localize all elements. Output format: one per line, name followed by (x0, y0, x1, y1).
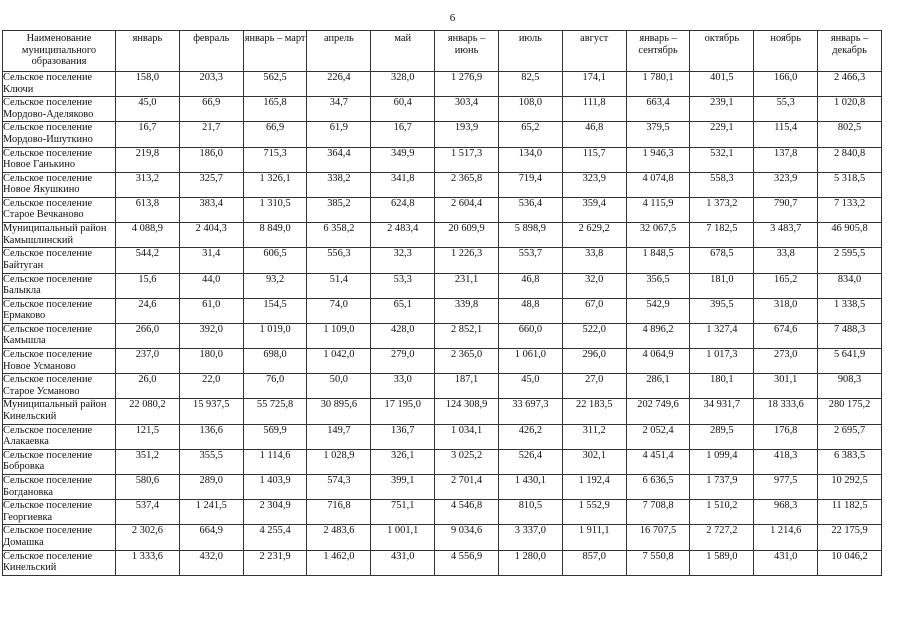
value-cell: 2 840,8 (818, 147, 882, 172)
value-cell: 908,3 (818, 374, 882, 399)
value-cell: 17 195,0 (371, 399, 435, 424)
value-cell: 137,8 (754, 147, 818, 172)
value-cell: 2 404,3 (179, 223, 243, 248)
value-cell: 51,4 (307, 273, 371, 298)
row-name-cell: Сельское поселение Мордово-Ишуткино (3, 122, 116, 147)
row-name-cell: Сельское поселение Балыкла (3, 273, 116, 298)
value-cell: 364,4 (307, 147, 371, 172)
value-cell: 3 483,7 (754, 223, 818, 248)
column-header: июль (498, 31, 562, 72)
value-cell: 136,6 (179, 424, 243, 449)
value-cell: 428,0 (371, 323, 435, 348)
value-cell: 33,8 (754, 248, 818, 273)
table-row (3, 172, 882, 197)
value-cell: 698,0 (243, 349, 307, 374)
value-cell: 15 937,5 (179, 399, 243, 424)
row-name-cell: Сельское поселение Старое Усманово (3, 374, 116, 399)
value-cell: 664,9 (179, 525, 243, 550)
value-cell: 5 318,5 (818, 172, 882, 197)
value-cell: 1 001,1 (371, 525, 435, 550)
table-row (3, 424, 882, 449)
data-table (2, 30, 882, 576)
value-cell: 1 114,6 (243, 449, 307, 474)
value-cell: 1 326,1 (243, 172, 307, 197)
value-cell: 790,7 (754, 197, 818, 222)
value-cell: 326,1 (371, 449, 435, 474)
table-row (3, 197, 882, 222)
value-cell: 968,3 (754, 500, 818, 525)
value-cell: 22 175,9 (818, 525, 882, 550)
value-cell: 385,2 (307, 197, 371, 222)
value-cell: 2 595,5 (818, 248, 882, 273)
value-cell: 678,5 (690, 248, 754, 273)
value-cell: 810,5 (498, 500, 562, 525)
value-cell: 1 214,6 (754, 525, 818, 550)
table-row (3, 147, 882, 172)
value-cell: 61,0 (179, 298, 243, 323)
value-cell: 719,4 (498, 172, 562, 197)
value-cell: 22 080,2 (116, 399, 180, 424)
value-cell: 30 895,6 (307, 399, 371, 424)
value-cell: 1 109,0 (307, 323, 371, 348)
value-cell: 323,9 (562, 172, 626, 197)
value-cell: 32,0 (562, 273, 626, 298)
value-cell: 44,0 (179, 273, 243, 298)
value-cell: 660,0 (498, 323, 562, 348)
table-row (3, 349, 882, 374)
value-cell: 55,3 (754, 97, 818, 122)
value-cell: 562,5 (243, 72, 307, 97)
value-cell: 108,0 (498, 97, 562, 122)
value-cell: 522,0 (562, 323, 626, 348)
value-cell: 977,5 (754, 475, 818, 500)
value-cell: 542,9 (626, 298, 690, 323)
row-name-cell: Сельское поселение Богдановка (3, 475, 116, 500)
page-number: 6 (449, 12, 456, 24)
value-cell: 82,5 (498, 72, 562, 97)
value-cell: 580,6 (116, 475, 180, 500)
value-cell: 66,9 (179, 97, 243, 122)
value-cell: 1 552,9 (562, 500, 626, 525)
value-cell: 1 338,5 (818, 298, 882, 323)
value-cell: 55 725,8 (243, 399, 307, 424)
value-cell: 2 231,9 (243, 550, 307, 575)
column-header: январь – декабрь (818, 31, 882, 72)
value-cell: 537,4 (116, 500, 180, 525)
table-row (3, 500, 882, 525)
value-cell: 4 896,2 (626, 323, 690, 348)
value-cell: 289,5 (690, 424, 754, 449)
value-cell: 27,0 (562, 374, 626, 399)
row-name-cell: Сельское поселение Кинельский (3, 550, 116, 575)
table-header-row (3, 31, 882, 72)
value-cell: 1 061,0 (498, 349, 562, 374)
value-cell: 10 292,5 (818, 475, 882, 500)
value-cell: 32,3 (371, 248, 435, 273)
value-cell: 674,6 (754, 323, 818, 348)
value-cell: 45,0 (498, 374, 562, 399)
value-cell: 18 333,6 (754, 399, 818, 424)
value-cell: 2 483,4 (371, 223, 435, 248)
value-cell: 21,7 (179, 122, 243, 147)
value-cell: 1 462,0 (307, 550, 371, 575)
value-cell: 313,2 (116, 172, 180, 197)
value-cell: 834,0 (818, 273, 882, 298)
value-cell: 303,4 (435, 97, 499, 122)
value-cell: 7 488,3 (818, 323, 882, 348)
row-name-cell: Сельское поселение Домашка (3, 525, 116, 550)
value-cell: 1 333,6 (116, 550, 180, 575)
value-cell: 857,0 (562, 550, 626, 575)
value-cell: 296,0 (562, 349, 626, 374)
value-cell: 2 052,4 (626, 424, 690, 449)
value-cell: 7 182,5 (690, 223, 754, 248)
table-row (3, 97, 882, 122)
value-cell: 266,0 (116, 323, 180, 348)
value-cell: 193,9 (435, 122, 499, 147)
value-cell: 31,4 (179, 248, 243, 273)
value-cell: 1 276,9 (435, 72, 499, 97)
row-name-cell: Сельское поселение Бобровка (3, 449, 116, 474)
row-name-cell: Сельское поселение Алакаевка (3, 424, 116, 449)
value-cell: 341,8 (371, 172, 435, 197)
value-cell: 8 849,0 (243, 223, 307, 248)
value-cell: 229,1 (690, 122, 754, 147)
value-cell: 46 905,8 (818, 223, 882, 248)
value-cell: 9 034,6 (435, 525, 499, 550)
value-cell: 2 604,4 (435, 197, 499, 222)
value-cell: 2 466,3 (818, 72, 882, 97)
value-cell: 558,3 (690, 172, 754, 197)
value-cell: 751,1 (371, 500, 435, 525)
table-row (3, 525, 882, 550)
value-cell: 1 280,0 (498, 550, 562, 575)
value-cell: 1 403,9 (243, 475, 307, 500)
value-cell: 53,3 (371, 273, 435, 298)
value-cell: 1 034,1 (435, 424, 499, 449)
value-cell: 3 337,0 (498, 525, 562, 550)
value-cell: 339,8 (435, 298, 499, 323)
value-cell: 323,9 (754, 172, 818, 197)
value-cell: 34,7 (307, 97, 371, 122)
value-cell: 115,7 (562, 147, 626, 172)
value-cell: 180,1 (690, 374, 754, 399)
value-cell: 33,0 (371, 374, 435, 399)
value-cell: 574,3 (307, 475, 371, 500)
value-cell: 395,5 (690, 298, 754, 323)
value-cell: 134,0 (498, 147, 562, 172)
table-row (3, 298, 882, 323)
column-header: февраль (179, 31, 243, 72)
value-cell: 606,5 (243, 248, 307, 273)
value-cell: 1 028,9 (307, 449, 371, 474)
value-cell: 165,2 (754, 273, 818, 298)
value-cell: 4 064,9 (626, 349, 690, 374)
value-cell: 176,8 (754, 424, 818, 449)
value-cell: 124 308,9 (435, 399, 499, 424)
value-cell: 311,2 (562, 424, 626, 449)
row-name-cell: Сельское поселение Ключи (3, 72, 116, 97)
value-cell: 149,7 (307, 424, 371, 449)
value-cell: 349,9 (371, 147, 435, 172)
value-cell: 6 383,5 (818, 449, 882, 474)
value-cell: 1 327,4 (690, 323, 754, 348)
table-row (3, 399, 882, 424)
table-row (3, 122, 882, 147)
value-cell: 338,2 (307, 172, 371, 197)
value-cell: 74,0 (307, 298, 371, 323)
value-cell: 432,0 (179, 550, 243, 575)
value-cell: 154,5 (243, 298, 307, 323)
value-cell: 166,0 (754, 72, 818, 97)
value-cell: 22 183,5 (562, 399, 626, 424)
value-cell: 6 636,5 (626, 475, 690, 500)
value-cell: 202 749,6 (626, 399, 690, 424)
value-cell: 716,8 (307, 500, 371, 525)
value-cell: 1 099,4 (690, 449, 754, 474)
value-cell: 280 175,2 (818, 399, 882, 424)
table-row (3, 550, 882, 575)
value-cell: 553,7 (498, 248, 562, 273)
value-cell: 2 695,7 (818, 424, 882, 449)
value-cell: 6 358,2 (307, 223, 371, 248)
column-header-name: Наименование муниципального образования (3, 31, 116, 72)
value-cell: 50,0 (307, 374, 371, 399)
value-cell: 15,6 (116, 273, 180, 298)
value-cell: 1 589,0 (690, 550, 754, 575)
value-cell: 22,0 (179, 374, 243, 399)
row-name-cell: Сельское поселение Камышла (3, 323, 116, 348)
value-cell: 24,6 (116, 298, 180, 323)
column-header: январь – июнь (435, 31, 499, 72)
value-cell: 1 020,8 (818, 97, 882, 122)
row-name-cell: Сельское поселение Ермаково (3, 298, 116, 323)
value-cell: 158,0 (116, 72, 180, 97)
row-name-cell: Муниципальный район Камышлинский (3, 223, 116, 248)
value-cell: 356,5 (626, 273, 690, 298)
value-cell: 203,3 (179, 72, 243, 97)
value-cell: 231,1 (435, 273, 499, 298)
column-header: январь – март (243, 31, 307, 72)
value-cell: 526,4 (498, 449, 562, 474)
value-cell: 26,0 (116, 374, 180, 399)
value-cell: 67,0 (562, 298, 626, 323)
column-header: январь (116, 31, 180, 72)
table-row (3, 72, 882, 97)
value-cell: 4 088,9 (116, 223, 180, 248)
table-row (3, 323, 882, 348)
value-cell: 2 365,8 (435, 172, 499, 197)
value-cell: 16,7 (371, 122, 435, 147)
value-cell: 3 025,2 (435, 449, 499, 474)
value-cell: 65,1 (371, 298, 435, 323)
value-cell: 273,0 (754, 349, 818, 374)
value-cell: 1 517,3 (435, 147, 499, 172)
value-cell: 5 641,9 (818, 349, 882, 374)
value-cell: 1 780,1 (626, 72, 690, 97)
value-cell: 392,0 (179, 323, 243, 348)
value-cell: 2 302,6 (116, 525, 180, 550)
value-cell: 33 697,3 (498, 399, 562, 424)
column-header: октябрь (690, 31, 754, 72)
value-cell: 2 365,0 (435, 349, 499, 374)
value-cell: 715,3 (243, 147, 307, 172)
value-cell: 2 727,2 (690, 525, 754, 550)
value-cell: 2 629,2 (562, 223, 626, 248)
value-cell: 624,8 (371, 197, 435, 222)
value-cell: 60,4 (371, 97, 435, 122)
value-cell: 93,2 (243, 273, 307, 298)
value-cell: 32 067,5 (626, 223, 690, 248)
value-cell: 663,4 (626, 97, 690, 122)
column-header: ноябрь (754, 31, 818, 72)
value-cell: 165,8 (243, 97, 307, 122)
value-cell: 1 310,5 (243, 197, 307, 222)
value-cell: 426,2 (498, 424, 562, 449)
value-cell: 4 451,4 (626, 449, 690, 474)
value-cell: 34 931,7 (690, 399, 754, 424)
value-cell: 399,1 (371, 475, 435, 500)
value-cell: 7 550,8 (626, 550, 690, 575)
value-cell: 2 304,9 (243, 500, 307, 525)
value-cell: 111,8 (562, 97, 626, 122)
value-cell: 1 192,4 (562, 475, 626, 500)
column-header: апрель (307, 31, 371, 72)
value-cell: 289,0 (179, 475, 243, 500)
value-cell: 16,7 (116, 122, 180, 147)
row-name-cell: Муниципальный район Кинельский (3, 399, 116, 424)
value-cell: 11 182,5 (818, 500, 882, 525)
value-cell: 1 911,1 (562, 525, 626, 550)
value-cell: 226,4 (307, 72, 371, 97)
row-name-cell: Сельское поселение Новое Ганькино (3, 147, 116, 172)
value-cell: 613,8 (116, 197, 180, 222)
row-name-cell: Сельское поселение Старое Вечканово (3, 197, 116, 222)
value-cell: 301,1 (754, 374, 818, 399)
value-cell: 1 042,0 (307, 349, 371, 374)
value-cell: 418,3 (754, 449, 818, 474)
value-cell: 302,1 (562, 449, 626, 474)
value-cell: 2 852,1 (435, 323, 499, 348)
column-header: май (371, 31, 435, 72)
value-cell: 286,1 (626, 374, 690, 399)
value-cell: 1 946,3 (626, 147, 690, 172)
value-cell: 174,1 (562, 72, 626, 97)
value-cell: 2 701,4 (435, 475, 499, 500)
table-row (3, 248, 882, 273)
value-cell: 1 373,2 (690, 197, 754, 222)
value-cell: 359,4 (562, 197, 626, 222)
value-cell: 325,7 (179, 172, 243, 197)
value-cell: 66,9 (243, 122, 307, 147)
value-cell: 219,8 (116, 147, 180, 172)
value-cell: 45,0 (116, 97, 180, 122)
value-cell: 379,5 (626, 122, 690, 147)
table-row (3, 449, 882, 474)
value-cell: 544,2 (116, 248, 180, 273)
value-cell: 33,8 (562, 248, 626, 273)
value-cell: 1 241,5 (179, 500, 243, 525)
value-cell: 48,8 (498, 298, 562, 323)
row-name-cell: Сельское поселение Новое Усманово (3, 349, 116, 374)
value-cell: 76,0 (243, 374, 307, 399)
value-cell: 46,8 (562, 122, 626, 147)
value-cell: 180,0 (179, 349, 243, 374)
value-cell: 65,2 (498, 122, 562, 147)
value-cell: 279,0 (371, 349, 435, 374)
value-cell: 10 046,2 (818, 550, 882, 575)
value-cell: 802,5 (818, 122, 882, 147)
value-cell: 355,5 (179, 449, 243, 474)
table-body (3, 72, 882, 576)
value-cell: 46,8 (498, 273, 562, 298)
value-cell: 4 255,4 (243, 525, 307, 550)
value-cell: 61,9 (307, 122, 371, 147)
value-cell: 7 708,8 (626, 500, 690, 525)
value-cell: 318,0 (754, 298, 818, 323)
value-cell: 4 115,9 (626, 197, 690, 222)
value-cell: 1 019,0 (243, 323, 307, 348)
value-cell: 351,2 (116, 449, 180, 474)
value-cell: 237,0 (116, 349, 180, 374)
value-cell: 4 546,8 (435, 500, 499, 525)
value-cell: 1 226,3 (435, 248, 499, 273)
value-cell: 1 430,1 (498, 475, 562, 500)
value-cell: 431,0 (371, 550, 435, 575)
column-header: август (562, 31, 626, 72)
row-name-cell: Сельское поселение Новое Якушкино (3, 172, 116, 197)
value-cell: 4 074,8 (626, 172, 690, 197)
table-row (3, 475, 882, 500)
value-cell: 121,5 (116, 424, 180, 449)
value-cell: 2 483,6 (307, 525, 371, 550)
value-cell: 5 898,9 (498, 223, 562, 248)
row-name-cell: Сельское поселение Байтуган (3, 248, 116, 273)
value-cell: 115,4 (754, 122, 818, 147)
value-cell: 383,4 (179, 197, 243, 222)
value-cell: 186,0 (179, 147, 243, 172)
value-cell: 431,0 (754, 550, 818, 575)
value-cell: 328,0 (371, 72, 435, 97)
column-header: январь – сентябрь (626, 31, 690, 72)
value-cell: 401,5 (690, 72, 754, 97)
value-cell: 1 017,3 (690, 349, 754, 374)
value-cell: 1 737,9 (690, 475, 754, 500)
table-row (3, 374, 882, 399)
value-cell: 1 848,5 (626, 248, 690, 273)
value-cell: 181,0 (690, 273, 754, 298)
value-cell: 136,7 (371, 424, 435, 449)
value-cell: 239,1 (690, 97, 754, 122)
value-cell: 16 707,5 (626, 525, 690, 550)
row-name-cell: Сельское поселение Мордово-Аделяково (3, 97, 116, 122)
table-row (3, 223, 882, 248)
value-cell: 569,9 (243, 424, 307, 449)
value-cell: 556,3 (307, 248, 371, 273)
table-row (3, 273, 882, 298)
value-cell: 536,4 (498, 197, 562, 222)
value-cell: 20 609,9 (435, 223, 499, 248)
row-name-cell: Сельское поселение Георгиевка (3, 500, 116, 525)
value-cell: 1 510,2 (690, 500, 754, 525)
value-cell: 7 133,2 (818, 197, 882, 222)
value-cell: 187,1 (435, 374, 499, 399)
value-cell: 532,1 (690, 147, 754, 172)
value-cell: 4 556,9 (435, 550, 499, 575)
